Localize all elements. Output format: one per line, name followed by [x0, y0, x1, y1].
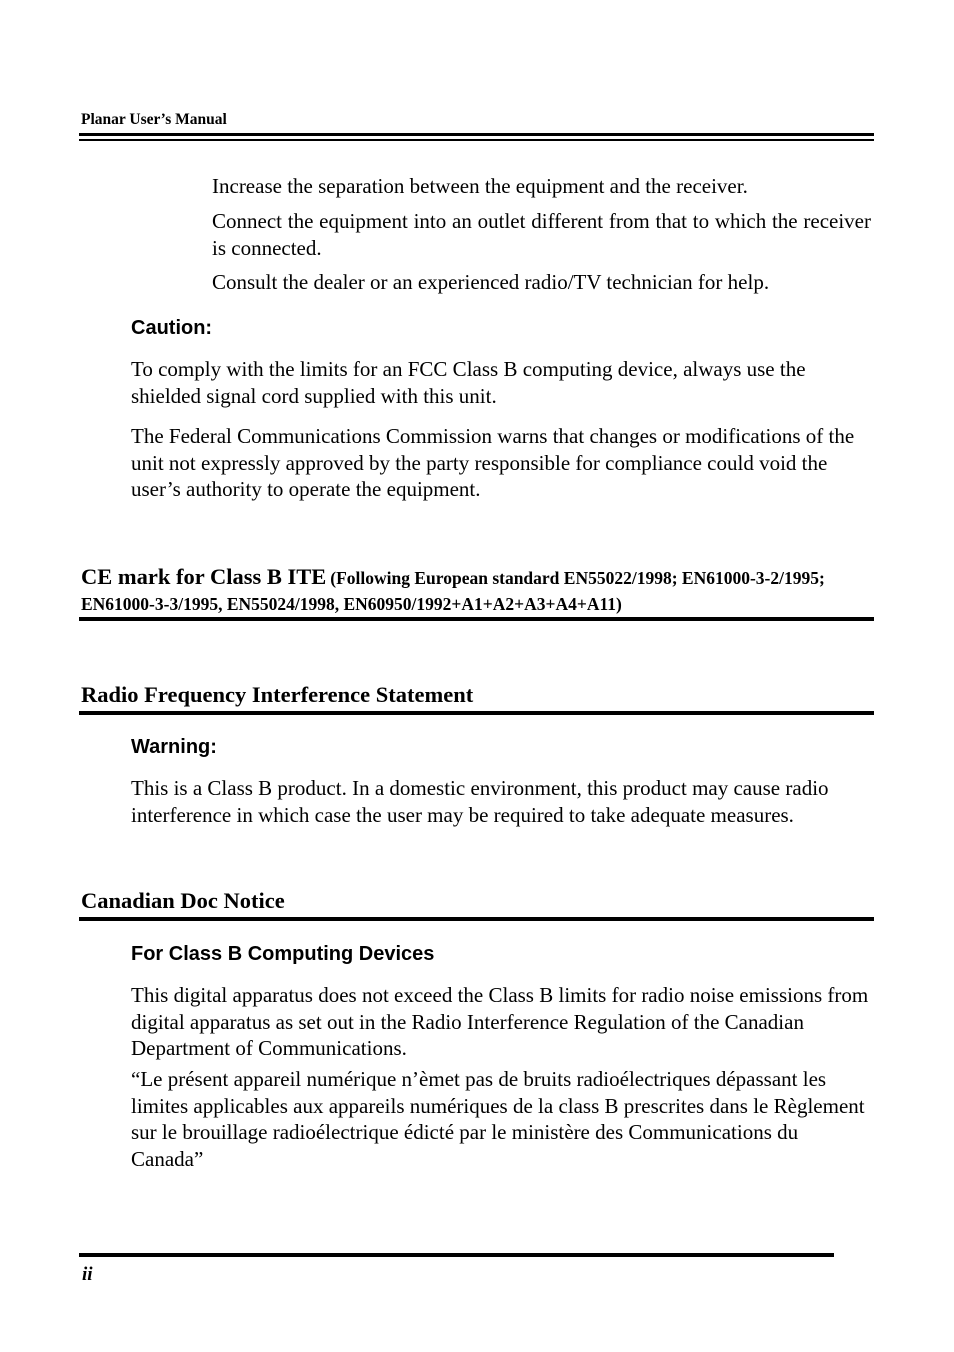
- header-rule-thin: [79, 139, 874, 141]
- rfi-heading: Radio Frequency Interference Statement: [81, 682, 474, 707]
- ce-mark-title: CE mark for Class B ITE: [81, 564, 327, 589]
- fcc-measure-1: Increase the separation between the equipment and the receiver.: [212, 174, 748, 198]
- warning-heading: Warning:: [131, 736, 217, 758]
- fcc-measure-2: Connect the equipment into an outlet different from that to which the receiver is connected.: [212, 209, 871, 260]
- running-header: Planar User’s Manual: [81, 111, 227, 128]
- canadian-heading: Canadian Doc Notice: [81, 888, 285, 913]
- header-rule-thick: [79, 133, 874, 136]
- caution-paragraph-1: To comply with the limits for an FCC Class B computing device, always use the shielded signal cord supplied with this unit.: [131, 357, 806, 408]
- canadian-rule: [79, 917, 874, 921]
- rfi-rule: [79, 711, 874, 715]
- page-number: ii: [82, 1264, 93, 1285]
- canadian-paragraph-en: This digital apparatus does not exceed the Class B limits for radio noise emissions from digital apparatus as set out in the Radio Interference Regulation of the Canadian Department of Communications.: [131, 983, 869, 1060]
- caution-heading: Caution:: [131, 317, 213, 339]
- footer-rule: [79, 1253, 834, 1257]
- ce-mark-rule: [79, 617, 874, 621]
- warning-text: This is a Class B product. In a domestic environment, this product may cause radio interference in which case the user may be required to take adequate measures.: [131, 776, 829, 827]
- ce-mark-standards: (Following European standard EN55022/1998; EN61000-3-2/1995; EN61000-3-3/1995, EN55024/1998, EN60950/1992+A1+A2+A3+A4+A11): [81, 568, 825, 614]
- caution-paragraph-2: The Federal Communications Commission warns that changes or modifications of the unit not expressly approved by the party responsible for compliance could void the user’s authority to operate the equipment.: [131, 424, 855, 501]
- canadian-paragraph-fr: “Le présent appareil numérique n’èmet pas de bruits radioélectriques dépassant les limites applicables aux appareils numériques de la class B prescrites dans le Règlement sur le brouillage radioélectrique édicté par le ministère des Communications du Canada”: [131, 1067, 865, 1171]
- class-b-subheading: For Class B Computing Devices: [131, 943, 435, 965]
- ce-mark-heading: [81, 564, 871, 618]
- fcc-measure-3: Consult the dealer or an experienced radio/TV technician for help.: [212, 270, 770, 294]
